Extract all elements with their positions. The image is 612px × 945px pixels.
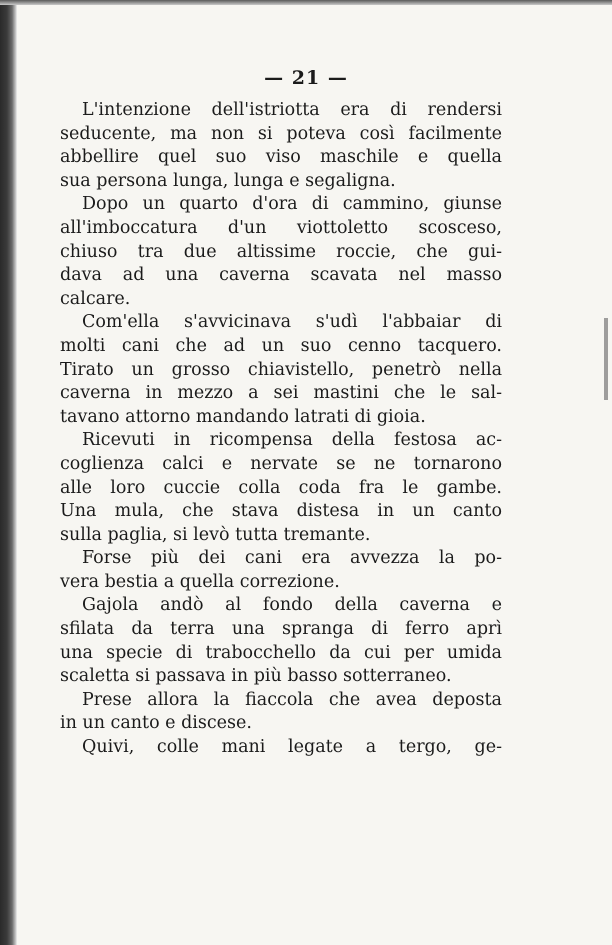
text-line: dava ad una caverna scavata nel masso [60,265,502,286]
text-line: chiuso tra due altissime roccie, che gui- [60,241,502,262]
text-line: sua persona lunga, lunga e segaligna. [60,170,396,191]
text-line: sfilata da terra una spranga di ferro aprì [60,619,502,640]
text-line: Gajola andò al fondo della caverna e [82,595,502,616]
text-line: Forse più dei cani era avvezza la po- [82,548,502,569]
text-line: sulla paglia, si levò tutta tremante. [60,524,371,545]
text-line: Prese allora la fiaccola che avea deposta [82,689,502,710]
margin-mark [604,318,608,400]
text-line: Quivi, colle mani legate a tergo, ge- [82,737,502,758]
text-line: vera bestia a quella correzione. [60,571,340,592]
text-line: Tirato un grosso chiavistello, penetrò nella [60,359,502,380]
text-line: molti cani che ad un suo cenno tacquero. [60,335,502,356]
text-line: Dopo un quarto d'ora di cammino, giunse [82,194,502,215]
text-line: caverna in mezzo a sei mastini che le sal- [60,383,502,404]
text-line: L'intenzione dell'istriotta era di rendersi [82,100,502,120]
text-line: all'imboccatura d'un viottoletto scosceso, [60,217,502,238]
text-line: alle loro cuccie colla coda fra le gambe. [60,477,502,498]
page-top-edge [0,0,612,5]
text-line: tavano attorno mandando latrati di gioia. [60,406,426,427]
text-line: Com'ella s'avvicinava s'udì l'abbaiar di [82,312,502,333]
text-line: abbellire quel suo viso maschile e quella [60,147,502,168]
text-line: in un canto e discese. [60,713,252,734]
binding-edge [0,0,17,945]
text-line: calcare. [60,288,131,309]
text-line: scaletta si passava in più basso sotterraneo. [60,666,452,687]
text-line: seducente, ma non si poteva così facilmente [60,123,502,144]
text-line: una specie di trabocchello da cui per umida [60,642,502,663]
page-number: — 21 — [264,67,348,89]
text-line: Ricevuti in ricompensa della festosa ac- [82,430,502,451]
text-line: Una mula, che stava distesa in un canto [60,501,502,522]
text-line: coglienza calci e nervate se ne tornarono [60,453,502,474]
body-text [60,99,502,760]
